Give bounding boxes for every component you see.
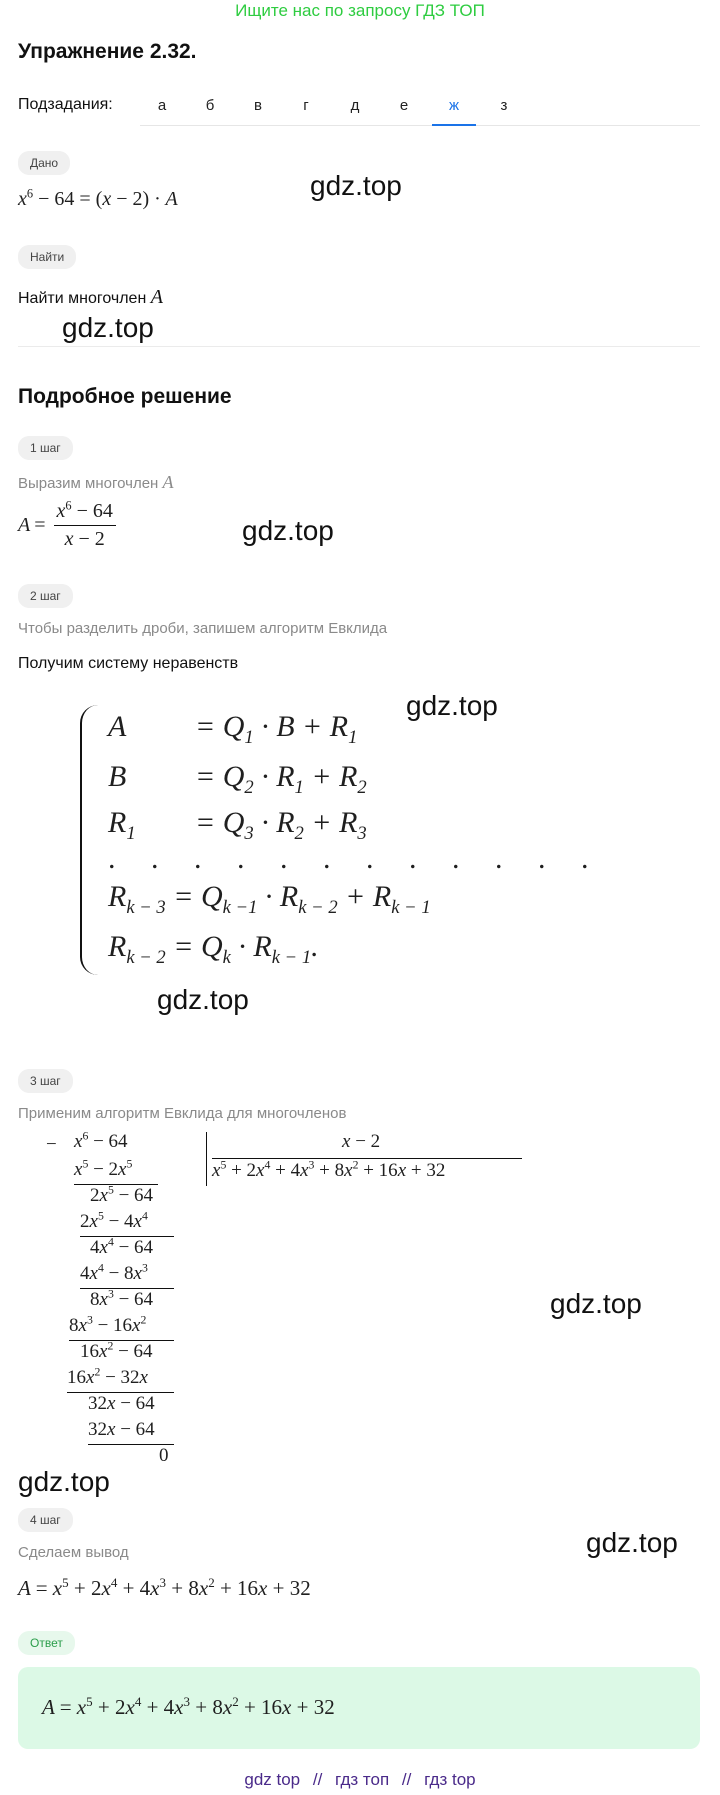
footer-separator: //: [401, 1770, 412, 1789]
tab-zh[interactable]: ж: [432, 86, 476, 126]
find-var: A: [150, 286, 163, 308]
watermark: gdz.top: [18, 1466, 110, 1497]
ld-minus: −: [46, 1134, 57, 1155]
tab-g[interactable]: г: [303, 97, 309, 114]
footer-link-gdz-top[interactable]: gdz top: [244, 1770, 301, 1789]
step-4-result: $A = x^5 + 2x^4 + 4x^3 + 8x^2 + 16x + 32$: [18, 1575, 311, 1600]
step-1-chip: 1 шаг: [18, 436, 73, 460]
system-line-1-rhs: = $Q_1 \cdot B + R_1$: [195, 710, 358, 748]
ld-rule: [212, 1158, 522, 1159]
watermark: gdz.top: [242, 515, 334, 546]
ld-row: 32x − 64: [88, 1419, 155, 1440]
system-line-3: $R_1$: [108, 806, 136, 844]
watermark: gdz.top: [62, 312, 154, 343]
footer-link-gdz-top-mixed[interactable]: гдз top: [424, 1770, 476, 1789]
step-2-caption: Чтобы разделить дроби, запишем алгоритм Евклида: [18, 620, 388, 637]
footer-separator: //: [312, 1770, 323, 1789]
tab-e[interactable]: е: [399, 97, 409, 114]
ld-row: $16x^2 - 64$: [80, 1339, 153, 1362]
subtasks-tabs: [140, 86, 700, 126]
watermark: gdz.top: [310, 170, 402, 201]
system-line-3-rhs: = $Q_3 \cdot R_2 + R_3$: [195, 806, 367, 844]
ld-row: $8x^3 - 64$: [90, 1287, 154, 1310]
system-line-2: B: [108, 760, 127, 793]
watermark: gdz.top: [550, 1288, 642, 1319]
step-4-chip: 4 шаг: [18, 1508, 73, 1532]
system-line-5: $R_{k - 2} = Q_k \cdot R_{k - 1}$.: [108, 930, 319, 968]
given-equation: $x^6 - 64 = (x - 2) \cdot A$: [18, 186, 178, 210]
ld-row: $2x^5 - 4x^4$: [80, 1209, 148, 1232]
step-3-chip: 3 шаг: [18, 1069, 73, 1093]
tab-d[interactable]: д: [350, 97, 360, 114]
given-chip: Дано: [18, 151, 70, 175]
ld-divisor-bar: [206, 1132, 207, 1186]
ld-remainder: 0: [159, 1445, 169, 1466]
ld-dividend: $x^6 - 64$: [74, 1129, 128, 1152]
ld-row: 32x − 64: [88, 1393, 155, 1414]
ld-divisor: x − 2: [342, 1131, 381, 1152]
exercise-title: Упражнение 2.32.: [18, 40, 197, 63]
system-ellipsis: . . . . . . . . . . . .: [108, 842, 603, 875]
footer-link-gdz-top-ru[interactable]: гдз топ: [335, 1770, 390, 1789]
step-2-chip: 2 шаг: [18, 584, 73, 608]
tab-v[interactable]: в: [254, 97, 262, 114]
tab-b[interactable]: б: [205, 97, 215, 114]
ld-quotient: $x^5 + 2x^4 + 4x^3 + 8x^2 + 16x + 32$: [212, 1158, 446, 1181]
watermark: gdz.top: [157, 984, 249, 1015]
watermark: gdz.top: [586, 1527, 678, 1558]
ld-row: $x^5 - 2x^5$: [74, 1157, 133, 1180]
system-line-2-rhs: = $Q_2 \cdot R_1 + R_2$: [195, 760, 367, 798]
ld-row: $4x^4 - 64$: [90, 1235, 154, 1258]
system-line-1: A: [108, 710, 127, 743]
find-chip: Найти: [18, 245, 76, 269]
system-line-4: $R_{k - 3} = Q_{k -1} \cdot R_{k - 2} + R_{k - 1}$: [108, 880, 431, 918]
step-2-text: Получим систему неравенств: [18, 655, 239, 672]
solution-heading: Подробное решение: [18, 385, 232, 408]
step-4-caption: Сделаем вывод: [18, 1544, 129, 1561]
answer-chip: Ответ: [18, 1631, 75, 1655]
ld-row: $2x^5 - 64$: [90, 1183, 154, 1206]
system-brace: [80, 705, 102, 975]
footer-links: [0, 1770, 720, 1790]
tab-a[interactable]: а: [157, 97, 167, 114]
tab-z[interactable]: з: [500, 97, 508, 114]
ld-row: $4x^4 - 8x^3$: [80, 1261, 148, 1284]
step-1-formula: A = $\frac{x^6 - 64}{x - 2}$: [18, 500, 120, 551]
ld-row: $16x^2 - 32x$: [67, 1365, 148, 1388]
step-3-caption: Применим алгоритм Евклида для многочленов: [18, 1105, 347, 1122]
divider: [18, 346, 700, 347]
step-1-caption: Выразим многочлен A: [18, 472, 174, 492]
answer-formula: $A = x^5 + 2x^4 + 4x^3 + 8x^2 + 16x + 32$: [42, 1694, 335, 1719]
search-banner[interactable]: Ищите нас по запросу ГДЗ ТОП: [235, 1, 485, 20]
watermark: gdz.top: [406, 690, 498, 721]
ld-row: $8x^3 - 16x^2$: [69, 1313, 147, 1336]
subtasks-label: Подзадания:: [18, 96, 113, 113]
find-text: Найти многочлен A: [18, 286, 163, 308]
answer-box: [18, 1667, 700, 1749]
